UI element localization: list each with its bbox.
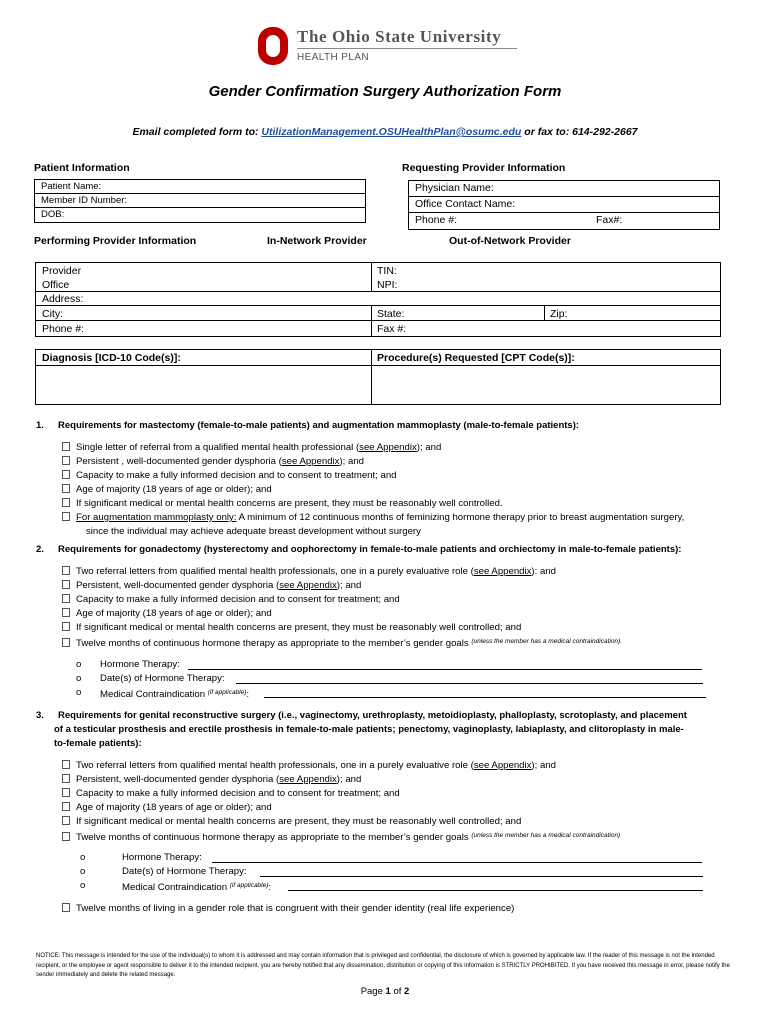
checkbox-icon[interactable] (62, 802, 70, 811)
hormone-therapy-label: Hormone Therapy: (100, 659, 180, 670)
checkbox-icon[interactable] (62, 832, 70, 841)
state-field[interactable]: State: (377, 308, 405, 320)
checkbox-icon[interactable] (62, 470, 70, 479)
hormone-dates-field[interactable] (260, 876, 703, 877)
checklist-item[interactable]: Single letter of referral from a qualified mental health professional (see Appendix); and (62, 441, 762, 455)
section-3-checklist (62, 759, 762, 845)
checkbox-icon[interactable] (62, 816, 70, 825)
checklist-item[interactable]: Capacity to make a fully informed decision and to consent to treatment; and (62, 469, 762, 483)
checklist-item[interactable]: Capacity to make a fully informed decision and to consent for treatment; and (62, 787, 762, 801)
contraindication-field[interactable] (288, 890, 703, 891)
hormone-dates-field[interactable] (236, 683, 703, 684)
checklist-item-continued: since the individual may achieve adequate breast development without surgery (86, 526, 421, 537)
checkbox-icon[interactable] (62, 594, 70, 603)
checkbox-icon[interactable] (62, 512, 70, 521)
section-1-heading: 1. Requirements for mastectomy (female-to-male patients) and augmentation mammoplasty (male-to-female patients): (36, 420, 580, 431)
checklist-item[interactable]: Twelve months of living in a gender role that is congruent with their gender identity (real life experience) (62, 902, 762, 916)
contraindication-label: Medical Contraindication $^{(if applicable)}$: (122, 882, 272, 893)
checkbox-icon[interactable] (62, 442, 70, 451)
checkbox-icon[interactable] (62, 608, 70, 617)
checklist-item[interactable]: If significant medical or mental health concerns are present, they must be reasonably well controlled; and (62, 815, 762, 829)
checklist-item[interactable]: Twelve months of continuous hormone therapy as appropriate to the member’s gender goals $^{(unless the member has a medical contraindication)}$ (62, 829, 762, 845)
dob-field[interactable]: DOB: (41, 209, 65, 220)
in-network-option[interactable]: In-Network Provider (267, 235, 367, 247)
checklist-item[interactable]: Persistent, well-documented gender dysphoria (see Appendix); and (62, 773, 762, 787)
checkbox-icon[interactable] (62, 566, 70, 575)
hormone-therapy-field[interactable] (188, 669, 702, 670)
university-name: The Ohio State University (297, 27, 502, 46)
out-of-network-option[interactable]: Out-of-Network Provider (449, 235, 571, 247)
checklist-item[interactable]: For augmentation mammoplasty only: A minimum of 12 continuous months of feminizing hormone therapy prior to breast augmentation surgery, (62, 511, 762, 525)
patient-name-field[interactable]: Patient Name: (35, 180, 365, 194)
checkbox-icon[interactable] (62, 774, 70, 783)
section-3-heading: 3. Requirements for genital reconstructive surgery (i.e., vaginectomy, urethroplasty, metoidioplasty, phalloplasty, scrotoplasty, and placement of a testicular prosthesis and erectile prosthesis in female-to-male patients; penectomy, vaginoplasty, labiaplasty, and clitoroplasty in male- to-female patients): (36, 710, 687, 749)
performing-phone-field[interactable]: Phone #: (42, 323, 85, 335)
diagnosis-codes-field[interactable] (36, 366, 371, 404)
email-link[interactable]: UtilizationManagement.OSUHealthPlan@osumc.edu (261, 126, 522, 138)
checkbox-icon[interactable] (62, 903, 70, 912)
health-plan-label: HEALTH PLAN (297, 52, 370, 63)
submission-instructions: Email completed form to: UtilizationManagement.OSUHealthPlan@osumc.edu or fax to: 614-292-2667 (132, 126, 638, 138)
bullet-icon: o (76, 687, 82, 698)
section-3-final-item (62, 902, 762, 916)
contraindication-label: Medical Contraindication $^{(if applicable)}$: (100, 689, 250, 700)
requesting-provider-box (408, 180, 720, 230)
block-o-icon (258, 27, 288, 65)
checklist-item[interactable]: Age of majority (18 years of age or older); and (62, 607, 762, 621)
osu-health-plan-logo (258, 27, 517, 65)
checkbox-icon[interactable] (62, 622, 70, 631)
checkbox-icon[interactable] (62, 788, 70, 797)
performing-provider-heading: Performing Provider Information (34, 235, 197, 247)
tin-field[interactable]: TIN: (377, 265, 397, 277)
checklist-item[interactable]: Persistent, well-documented gender dysphoria (see Appendix); and (62, 579, 762, 593)
procedure-label: Procedure(s) Requested [CPT Code(s)]: (377, 352, 575, 364)
requesting-provider-heading: Requesting Provider Information (402, 162, 566, 174)
checkbox-icon[interactable] (62, 456, 70, 465)
requesting-phone-field[interactable]: Phone #: Fax#: (415, 214, 623, 226)
checklist-item[interactable]: If significant medical or mental health concerns are present, they must be reasonably well controlled. (62, 497, 762, 511)
checklist-item[interactable]: Two referral letters from qualified mental health professionals, one in a purely evaluative role (see Appendix); and (62, 759, 762, 773)
performing-fax-field[interactable]: Fax #: (377, 323, 407, 335)
city-field[interactable]: City: (42, 308, 63, 320)
bullet-icon: o (76, 659, 82, 670)
checklist-item[interactable]: Age of majority (18 years of age or older); and (62, 483, 762, 497)
checklist-item[interactable]: Two referral letters from qualified mental health professionals, one in a purely evaluative role (see Appendix): and (62, 565, 762, 579)
npi-field[interactable]: NPI: (377, 279, 398, 291)
member-id-field[interactable]: Member ID Number: (35, 194, 365, 208)
section-2-heading: 2. Requirements for gonadectomy (hysterectomy and oophorectomy in female-to-male patients and orchiectomy in male-to-female patients): (36, 544, 682, 555)
bullet-icon: o (80, 880, 86, 891)
procedure-codes-field[interactable] (372, 366, 720, 404)
hormone-therapy-label: Hormone Therapy: (122, 852, 202, 863)
diagnosis-label: Diagnosis [ICD-10 Code(s)]: (42, 352, 181, 364)
confidentiality-notice: NOTICE: This message is intended for the use of the individual(s) to whom it is addressed and may contain information that is privileged and confidential, the disclosure of which is governed by applicable law. If the reader of this message is not the intended recipient, or the employee or agent responsible to deliver it to the intended recipient, you are hereby notified that any dissemination, distribution or copying of this information is STRICTLY PROHIBITED. If you have received this message in error, please notify the sender immediately and delete the related message. (36, 953, 730, 978)
checkbox-icon[interactable] (62, 638, 70, 647)
section-2-checklist (62, 565, 762, 651)
checklist-item[interactable]: Capacity to make a fully informed decision and to consent for treatment; and (62, 593, 762, 607)
checkbox-icon[interactable] (62, 498, 70, 507)
hormone-dates-label: Date(s) of Hormone Therapy: (100, 673, 225, 684)
bullet-icon: o (80, 866, 86, 877)
office-contact-field[interactable]: Office Contact Name: (409, 197, 719, 213)
hormone-therapy-field[interactable] (212, 862, 702, 863)
checklist-item[interactable]: Age of majority (18 years of age or older); and (62, 801, 762, 815)
hormone-dates-label: Date(s) of Hormone Therapy: (122, 866, 247, 877)
checkbox-icon[interactable] (62, 580, 70, 589)
checklist-item[interactable]: Twelve months of continuous hormone therapy as appropriate to the member’s gender goals $^{(unless the member has a medical contraindication).}$ (62, 635, 762, 651)
checkbox-icon[interactable] (62, 484, 70, 493)
bullet-icon: o (80, 852, 86, 863)
physician-name-field[interactable]: Physician Name: (409, 181, 719, 197)
checkbox-icon[interactable] (62, 760, 70, 769)
zip-field[interactable]: Zip: (550, 308, 568, 320)
provider-field[interactable]: Provider (42, 265, 82, 277)
contraindication-field[interactable] (264, 697, 706, 698)
form-title: Gender Confirmation Surgery Authorization Form (208, 83, 562, 100)
page-number: Page 1 of 2 (360, 986, 410, 997)
section-1-checklist (62, 441, 762, 539)
office-field[interactable]: Office (42, 279, 70, 291)
requesting-fax-label: Fax#: (596, 214, 623, 226)
checklist-item[interactable]: If significant medical or mental health concerns are present, they must be reasonably well controlled; and (62, 621, 762, 635)
checklist-item[interactable]: Persistent , well-documented gender dysphoria (see Appendix); and (62, 455, 762, 469)
patient-info-heading: Patient Information (34, 162, 130, 174)
patient-info-box (34, 179, 366, 223)
bullet-icon: o (76, 673, 82, 684)
address-field[interactable]: Address: (42, 293, 84, 305)
